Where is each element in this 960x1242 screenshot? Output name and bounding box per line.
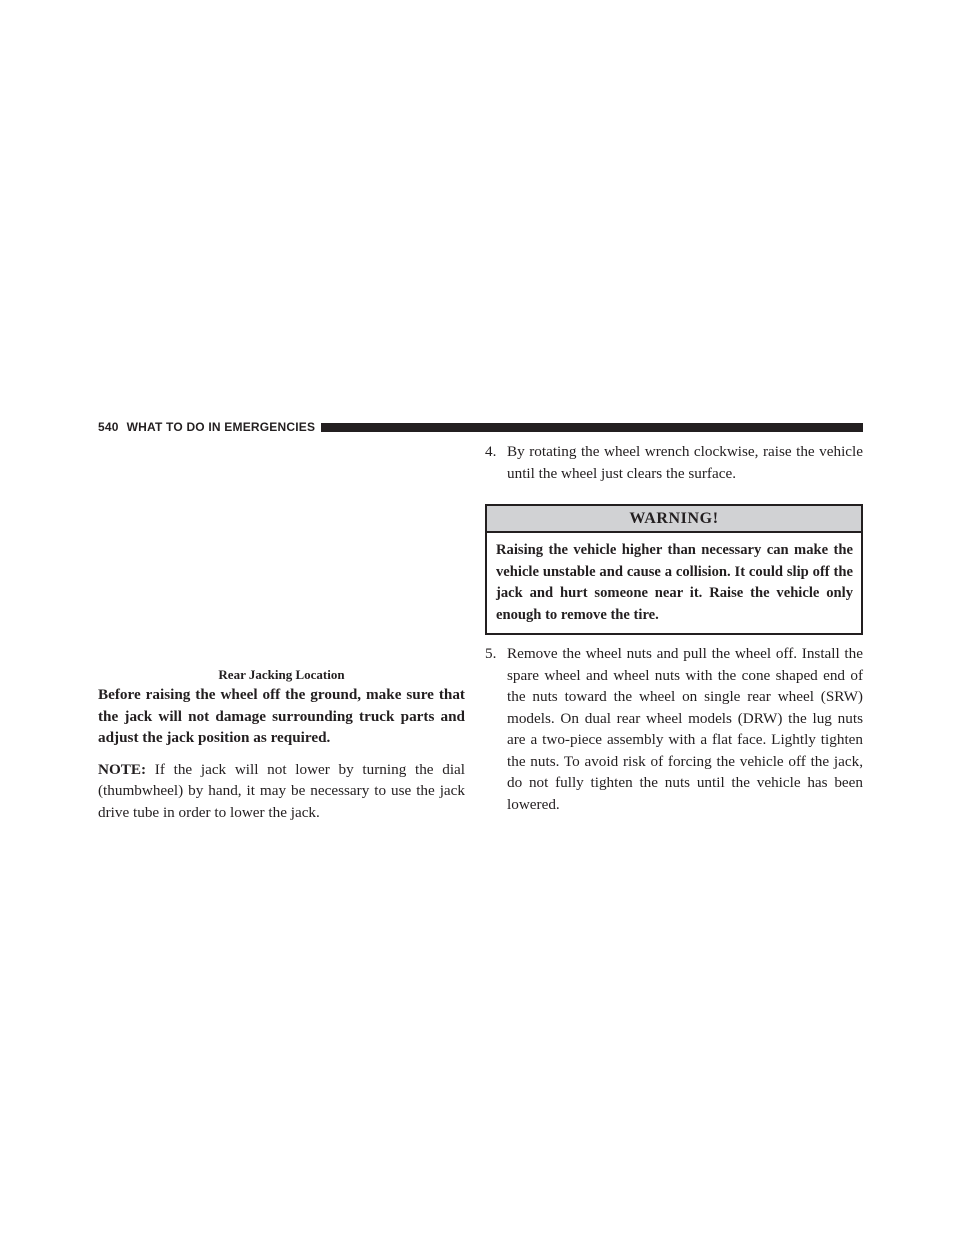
right-column xyxy=(485,441,863,815)
jack-placement-paragraph: Before raising the wheel off the ground, make sure that the jack will not damage surrounding truck parts and adjust the jack position as required. xyxy=(98,686,465,746)
step-number: 4. xyxy=(485,443,497,460)
step-number: 5. xyxy=(485,645,497,662)
note-text: If the jack will not lower by turning the dial (thumbwheel) by hand, it may be necessary to use the jack drive tube in order to lower the jack. xyxy=(98,760,465,821)
note-label: NOTE: xyxy=(98,760,147,778)
warning-body: Raising the vehicle higher than necessary can make the vehicle unstable and cause a collision. It could slip off the jack and hurt someone near it. Raise the vehicle only enough to remove the tire. xyxy=(496,542,853,623)
step-text: By rotating the wheel wrench clockwise, raise the vehicle until the wheel just clears the surface. xyxy=(507,443,863,482)
step-text: Remove the wheel nuts and pull the wheel off. Install the spare wheel and wheel nuts with the cone shaped end of the nuts toward the wheel on single rear wheel (SRW) models. On dual rear wheel models (DRW) the lug nuts are a two-piece assembly with a flat face. Lightly tighten the nuts. To avoid risk of forcing the vehicle off the jack, do not fully tighten the nuts until the vehicle has been lowered. xyxy=(507,645,863,813)
figure-caption: Rear Jacking Location xyxy=(218,667,345,682)
warning-box xyxy=(485,504,863,635)
page-header xyxy=(98,419,863,435)
left-column xyxy=(98,684,465,833)
note-paragraph xyxy=(98,759,465,824)
page-number: 540 xyxy=(98,420,119,434)
warning-title: WARNING! xyxy=(487,506,861,533)
header-rule xyxy=(321,423,863,432)
step-4 xyxy=(485,441,863,484)
step-5 xyxy=(485,643,863,815)
section-title: WHAT TO DO IN EMERGENCIES xyxy=(126,420,316,434)
